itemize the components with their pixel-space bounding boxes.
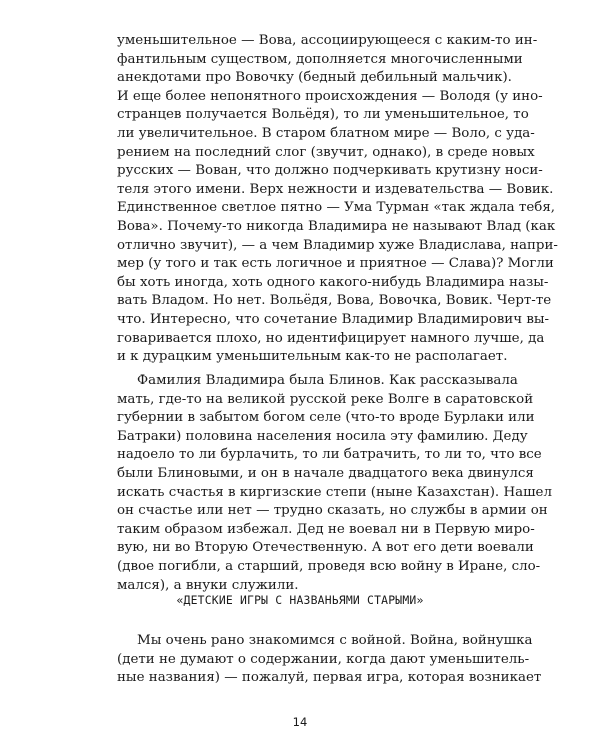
text-line: отлично звучит), — а чем Владимир хуже Владислава, напри-: [117, 237, 558, 253]
text-line: Мы очень рано знакомимся с войной. Война, войнушка: [137, 633, 533, 648]
text-line: Батраки) половина населения носила эту фамилию. Деду: [117, 428, 528, 444]
text-line: мать, где-то на великой русской реке Волге в саратовской: [117, 391, 534, 407]
text-line: вать Владом. Но нет. Вольёдя, Вова, Вовочка, Вовик. Черт-те: [117, 293, 552, 309]
text-line: говаривается плохо, но идентифицирует намного лучше, да: [117, 330, 545, 346]
text-line: фантильным существом, дополняется многочисленными: [117, 51, 523, 67]
text-line: анекдотами про Вовочку (бедный дебильный мальчик).: [117, 70, 512, 86]
text-line: надоело то ли бурлачить, то ли батрачить, то ли то, что все: [117, 447, 542, 463]
text-line: бы хоть иногда, хоть одного какого-нибудь Владимира назы-: [117, 274, 549, 290]
text-line: Вова». Почему-то никогда Владимира не называют Влад (как: [117, 218, 556, 234]
text-line: Единственное светлое пятно — Ума Турман «так ждала тебя,: [117, 200, 556, 216]
text-line: русских — Вован, что должно подчеркивать крутизну носи-: [117, 163, 543, 179]
text-line: он счастье или нет — трудно сказать, но службы в армии он: [117, 503, 548, 519]
text-line: И еще более непонятного происхождения — Володя (у ино-: [117, 88, 543, 104]
section-heading: «ДЕТСКИЕ ИГРЫ С НАЗВАНЬЯМИ СТАРЫМИ»: [176, 593, 424, 607]
text-line: (двое погибли, а старший, проведя всю войну в Иране, сло-: [117, 558, 541, 574]
text-line: вую, ни во Вторую Отечественную. А вот его дети воевали: [117, 540, 534, 556]
text-line: были Блиновыми, и он в начале двадцатого века двинулся: [117, 465, 534, 481]
text-line: Фамилия Владимира была Блинов. Как рассказывала: [137, 373, 518, 388]
text-line: рением на последний слог (звучит, однако), в среде новых: [117, 144, 535, 160]
text-line: теля этого имени. Верх нежности и издевательства — Вовик.: [117, 181, 554, 197]
text-line: странцев получается Вольёдя), то ли уменьшительное, то: [117, 107, 529, 123]
text-line: таким образом избежал. Дед не воевал ни в Первую миро-: [117, 521, 535, 537]
text-line: (дети не думают о содержании, когда дают уменьшитель-: [117, 651, 530, 667]
text-line: и к дурацким уменьшительным как-то не располагает.: [117, 349, 508, 365]
text-line: мер (у того и так есть логичное и приятное — Слава)? Могли: [117, 256, 554, 272]
text-line: уменьшительное — Вова, ассоциирующееся с каким-то ин-: [117, 33, 538, 48]
paragraph-war-game: [117, 632, 542, 688]
text-line: губернии в забытом богом селе (что-то вроде Бурлаки или: [117, 410, 535, 426]
text-line: ные названия) — пожалуй, первая игра, которая возникает: [117, 670, 542, 686]
text-line: искать счастья в киргизские степи (ныне Казахстан). Нашел: [117, 484, 552, 500]
paragraph-names: [117, 32, 558, 367]
page-number: 14: [292, 715, 308, 729]
text-line: ли увеличительное. В старом блатном мире — Воло, с уда-: [117, 125, 535, 141]
text-line: мался), а внуки служили.: [117, 577, 299, 593]
paragraph-surname: [117, 372, 552, 595]
text-line: что. Интересно, что сочетание Владимир Владимирович вы-: [117, 311, 550, 327]
